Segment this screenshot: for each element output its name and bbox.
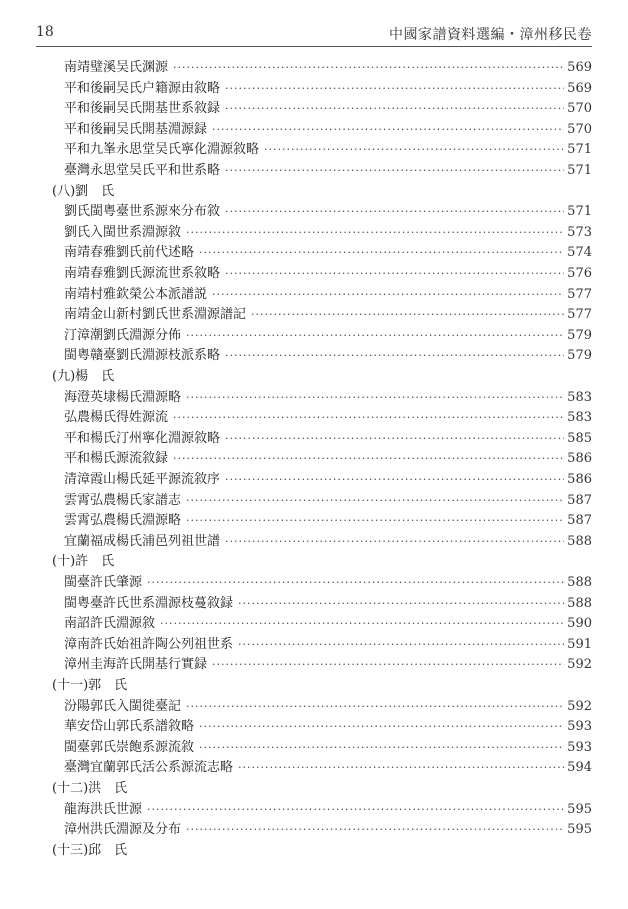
- toc-entry[interactable]: [64, 738, 592, 760]
- toc-entry[interactable]: [64, 491, 592, 513]
- dot-leader: [225, 346, 564, 366]
- toc-entry-title: 南詔許氏淵源敘: [64, 616, 156, 631]
- dot-leader: [225, 429, 564, 449]
- toc-entry[interactable]: [64, 243, 592, 265]
- toc-entry-page: 573: [567, 225, 592, 240]
- toc-entry-page: 586: [567, 472, 592, 487]
- dot-leader: [225, 202, 564, 222]
- toc-entry-page: 594: [567, 760, 592, 775]
- toc-entry-page: 588: [567, 534, 592, 549]
- dot-leader: [225, 532, 564, 552]
- dot-leader: [264, 140, 564, 160]
- toc-entry[interactable]: [64, 408, 592, 430]
- toc-entry[interactable]: [64, 594, 592, 616]
- toc-entry-title: 南靖春雅劉氏前代述略: [64, 245, 195, 260]
- section-heading: (九)楊 氏: [52, 369, 115, 384]
- toc-entry-page: 571: [567, 204, 592, 219]
- toc-entry[interactable]: [64, 305, 592, 327]
- toc-entry-page: 588: [567, 596, 592, 611]
- toc-entry-title: 平和九峯永思堂吴氏寧化淵源敘略: [64, 142, 260, 157]
- dot-leader: [212, 655, 564, 675]
- toc-entry[interactable]: [64, 58, 592, 80]
- toc-entry[interactable]: [64, 800, 592, 822]
- toc-entry-page: 585: [567, 431, 592, 446]
- dot-leader: [251, 305, 564, 325]
- page-number: 18: [36, 24, 54, 40]
- toc-entry-title: 汾陽郭氏入閩徙臺記: [64, 699, 182, 714]
- dot-leader: [186, 223, 564, 243]
- toc-entry-page: 593: [567, 719, 592, 734]
- dot-leader: [225, 99, 564, 119]
- dot-leader: [173, 449, 564, 469]
- dot-leader: [225, 264, 564, 284]
- toc-entry-title: 平和後嗣吴氏開基世系敘録: [64, 101, 221, 116]
- toc-entry-title: 漳州洪氏淵源及分布: [64, 822, 182, 837]
- section-heading: (十三)邱 氏: [52, 843, 128, 858]
- toc-entry[interactable]: [64, 820, 592, 842]
- toc-entry-page: 595: [567, 802, 592, 817]
- toc-entry-page: 591: [567, 637, 592, 652]
- toc-entry-page: 587: [567, 513, 592, 528]
- toc-entry-title: 雲霄弘農楊氏淵源略: [64, 513, 182, 528]
- toc-entry-page: 586: [567, 451, 592, 466]
- toc-entry[interactable]: [64, 470, 592, 492]
- dot-leader: [199, 717, 564, 737]
- toc-entry-title: 南靖村雅欽榮公本派譜説: [64, 287, 208, 302]
- toc-entry[interactable]: [64, 532, 592, 554]
- toc-entry-page: 590: [567, 616, 592, 631]
- toc-entry-page: 571: [567, 142, 592, 157]
- dot-leader: [186, 388, 564, 408]
- toc-entry-page: 595: [567, 822, 592, 837]
- toc-entry[interactable]: [64, 388, 592, 410]
- section-heading: (八)劉 氏: [52, 184, 115, 199]
- toc-entry-page: 593: [567, 740, 592, 755]
- toc-entry-title: 南靖春雅劉氏源流世系敘略: [64, 266, 221, 281]
- toc-entry-title: 閩粤臺許氏世系淵源枝蔓敘録: [64, 596, 234, 611]
- toc-entry-page: 570: [567, 122, 592, 137]
- toc-entry-title: 汀漳潮劉氏淵源分佈: [64, 328, 182, 343]
- toc-entry-title: 平和後嗣吴氏户籍源由敘略: [64, 81, 221, 96]
- toc-entry[interactable]: [64, 161, 592, 183]
- toc-entry-title: 華安岱山郭氏系譜敘略: [64, 719, 195, 734]
- toc-entry[interactable]: [64, 614, 592, 636]
- toc-entry-title: 閩臺許氏肇源: [64, 575, 143, 590]
- toc-entry-title: 臺灣宜蘭郭氏活公系源流志略: [64, 760, 234, 775]
- toc-entry[interactable]: [64, 120, 592, 142]
- dot-leader: [147, 800, 564, 820]
- toc-entry[interactable]: [64, 655, 592, 677]
- running-title: 中國家譜資料選編・漳州移民卷: [389, 27, 592, 43]
- dot-leader: [212, 120, 564, 140]
- toc-entry-page: 592: [567, 699, 592, 714]
- toc-entry-page: 579: [567, 348, 592, 363]
- toc-entry-title: 清漳霞山楊氏延平源流敘序: [64, 472, 221, 487]
- toc-entry[interactable]: [64, 326, 592, 348]
- dot-leader: [173, 408, 564, 428]
- toc-entry[interactable]: [64, 285, 592, 307]
- toc-entry-title: 漳南許氏始祖許陶公列祖世系: [64, 637, 234, 652]
- toc-entry[interactable]: [64, 635, 592, 657]
- toc-entry-page: 570: [567, 101, 592, 116]
- section-heading: (十一)郭 氏: [52, 678, 128, 693]
- dot-leader: [238, 594, 564, 614]
- toc-entry-page: 592: [567, 657, 592, 672]
- dot-leader: [225, 161, 564, 181]
- toc-entry-title: 劉氏入閩世系淵源敘: [64, 225, 182, 240]
- dot-leader: [186, 326, 564, 346]
- toc-entry-title: 龍海洪氏世源: [64, 802, 143, 817]
- toc-entry-page: 583: [567, 410, 592, 425]
- toc-entry-title: 臺灣永思堂吴氏平和世系略: [64, 163, 221, 178]
- toc-entry[interactable]: [64, 202, 592, 224]
- section-heading: (十二)洪 氏: [52, 781, 128, 796]
- dot-leader: [173, 58, 564, 78]
- toc-entry-page: 574: [567, 245, 592, 260]
- dot-leader: [238, 758, 564, 778]
- toc-entry-title: 平和後嗣吴氏開基淵源録: [64, 122, 208, 137]
- toc-entry-page: 577: [567, 307, 592, 322]
- toc-entry-title: 漳州圭海許氏開基行實録: [64, 657, 208, 672]
- toc-entry-title: 海澄英埭楊氏淵源略: [64, 390, 182, 405]
- dot-leader: [147, 573, 564, 593]
- toc-entry[interactable]: [64, 449, 592, 471]
- dot-leader: [186, 511, 564, 531]
- section-heading: (十)許 氏: [52, 554, 115, 569]
- toc-entry-page: 569: [567, 81, 592, 96]
- toc-entry[interactable]: [64, 79, 592, 101]
- dot-leader: [238, 635, 564, 655]
- dot-leader: [225, 470, 564, 490]
- toc-entry[interactable]: [64, 223, 592, 245]
- dot-leader: [199, 738, 564, 758]
- toc-entry-page: 579: [567, 328, 592, 343]
- toc-entry-page: 576: [567, 266, 592, 281]
- toc-entry[interactable]: [64, 697, 592, 719]
- dot-leader: [186, 697, 564, 717]
- toc-entry[interactable]: [64, 758, 592, 780]
- toc-entry-title: 雲霄弘農楊氏家譜志: [64, 493, 182, 508]
- dot-leader: [212, 285, 564, 305]
- toc-entry-title: 閩粤贛臺劉氏淵源枝派系略: [64, 348, 221, 363]
- toc-entry[interactable]: [64, 99, 592, 121]
- toc-entry[interactable]: [64, 573, 592, 595]
- toc-entry[interactable]: [64, 264, 592, 286]
- toc-entry[interactable]: [64, 140, 592, 162]
- dot-leader: [225, 79, 564, 99]
- toc-entry-title: 宜蘭福成楊氏浦邑列祖世譜: [64, 534, 221, 549]
- toc-entry[interactable]: [64, 717, 592, 739]
- toc-entry[interactable]: [64, 346, 592, 368]
- toc-entry-title: 平和楊氏源流敘録: [64, 451, 169, 466]
- toc-entry[interactable]: [64, 429, 592, 451]
- toc-entry-title: 閩臺郭氏崇飽系源流敘: [64, 740, 195, 755]
- dot-leader: [199, 243, 564, 263]
- toc-entry[interactable]: [64, 511, 592, 533]
- toc-entry-title: 南靖金山新村劉氏世系淵源譜記: [64, 307, 247, 322]
- dot-leader: [186, 491, 564, 511]
- toc-entry-page: 588: [567, 575, 592, 590]
- toc-entry-title: 南靖璧溪吴氏渊源: [64, 60, 169, 75]
- toc-entry-page: 583: [567, 390, 592, 405]
- toc-entry-page: 587: [567, 493, 592, 508]
- toc-entry-title: 弘農楊氏得姓源流: [64, 410, 169, 425]
- toc-entry-page: 571: [567, 163, 592, 178]
- page-header: [36, 22, 592, 47]
- toc-entry-page: 577: [567, 287, 592, 302]
- dot-leader: [186, 820, 564, 840]
- toc-entry-page: 569: [567, 60, 592, 75]
- dot-leader: [160, 614, 564, 634]
- toc-entry-title: 平和楊氏汀州寧化淵源敘略: [64, 431, 221, 446]
- toc-entry-title: 劉氏閩粤臺世系源來分布敘: [64, 204, 221, 219]
